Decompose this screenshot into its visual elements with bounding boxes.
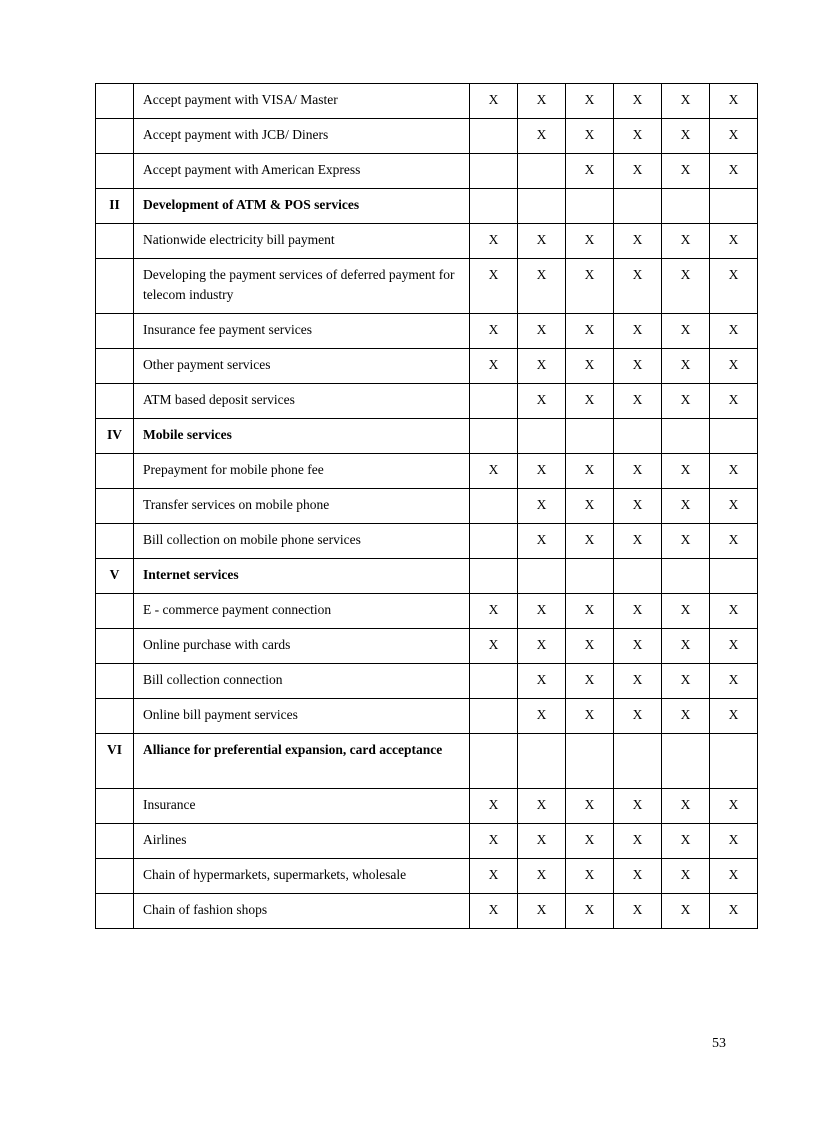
mark-cell: X (662, 84, 710, 119)
mark-cell (662, 189, 710, 224)
mark-cell: X (566, 824, 614, 859)
mark-cell: X (662, 489, 710, 524)
section-number (96, 154, 134, 189)
mark-cell: X (518, 224, 566, 259)
mark-cell: X (470, 894, 518, 929)
mark-cell: X (518, 629, 566, 664)
section-number (96, 259, 134, 314)
mark-cell: X (518, 384, 566, 419)
mark-cell: X (518, 859, 566, 894)
mark-cell: X (470, 629, 518, 664)
section-row (96, 189, 758, 224)
mark-cell (566, 559, 614, 594)
table-row (96, 894, 758, 929)
mark-cell: X (662, 664, 710, 699)
mark-cell: X (566, 224, 614, 259)
section-number (96, 454, 134, 489)
mark-cell: X (518, 349, 566, 384)
section-number: VI (96, 734, 134, 789)
service-description: Accept payment with VISA/ Master (134, 84, 470, 119)
mark-cell: X (710, 859, 758, 894)
page-number: 53 (712, 1036, 726, 1051)
mark-cell: X (470, 259, 518, 314)
mark-cell: X (470, 594, 518, 629)
mark-cell: X (566, 859, 614, 894)
mark-cell (518, 734, 566, 789)
mark-cell: X (662, 594, 710, 629)
mark-cell: X (662, 859, 710, 894)
mark-cell: X (614, 349, 662, 384)
mark-cell: X (566, 489, 614, 524)
mark-cell: X (518, 259, 566, 314)
mark-cell: X (566, 629, 614, 664)
mark-cell: X (614, 84, 662, 119)
service-description: Online purchase with cards (134, 629, 470, 664)
mark-cell (614, 189, 662, 224)
section-number (96, 384, 134, 419)
mark-cell: X (518, 314, 566, 349)
table-row (96, 594, 758, 629)
mark-cell (470, 489, 518, 524)
section-heading: Mobile services (134, 419, 470, 454)
mark-cell (470, 559, 518, 594)
mark-cell: X (614, 154, 662, 189)
mark-cell: X (518, 489, 566, 524)
mark-cell: X (710, 629, 758, 664)
mark-cell: X (662, 894, 710, 929)
mark-cell (518, 559, 566, 594)
mark-cell: X (710, 664, 758, 699)
mark-cell: X (614, 454, 662, 489)
mark-cell: X (566, 384, 614, 419)
service-description: Airlines (134, 824, 470, 859)
section-number (96, 349, 134, 384)
table-row (96, 824, 758, 859)
mark-cell: X (566, 454, 614, 489)
service-description: Bill collection on mobile phone services (134, 524, 470, 559)
mark-cell: X (614, 789, 662, 824)
mark-cell: X (662, 119, 710, 154)
table-row (96, 629, 758, 664)
services-table (95, 83, 758, 929)
mark-cell (614, 734, 662, 789)
mark-cell: X (470, 349, 518, 384)
mark-cell: X (662, 349, 710, 384)
mark-cell: X (470, 454, 518, 489)
mark-cell: X (518, 664, 566, 699)
mark-cell: X (614, 859, 662, 894)
mark-cell (566, 734, 614, 789)
mark-cell: X (470, 84, 518, 119)
mark-cell: X (614, 664, 662, 699)
section-row (96, 734, 758, 789)
section-number (96, 859, 134, 894)
table-body (96, 84, 758, 929)
mark-cell: X (566, 314, 614, 349)
mark-cell: X (566, 259, 614, 314)
table-row (96, 859, 758, 894)
section-number: II (96, 189, 134, 224)
table-row (96, 314, 758, 349)
service-description: Chain of fashion shops (134, 894, 470, 929)
mark-cell (662, 559, 710, 594)
mark-cell (470, 524, 518, 559)
mark-cell: X (566, 594, 614, 629)
section-number (96, 594, 134, 629)
mark-cell: X (710, 314, 758, 349)
mark-cell (614, 419, 662, 454)
mark-cell: X (710, 489, 758, 524)
section-number (96, 224, 134, 259)
table-row (96, 349, 758, 384)
mark-cell: X (662, 454, 710, 489)
table-row (96, 259, 758, 314)
mark-cell: X (614, 489, 662, 524)
section-number (96, 894, 134, 929)
mark-cell: X (566, 154, 614, 189)
mark-cell (470, 384, 518, 419)
mark-cell: X (614, 894, 662, 929)
mark-cell: X (662, 699, 710, 734)
service-description: Online bill payment services (134, 699, 470, 734)
mark-cell: X (710, 259, 758, 314)
service-description: Insurance fee payment services (134, 314, 470, 349)
service-description: Developing the payment services of deferred payment for telecom industry (134, 259, 470, 314)
service-description: Bill collection connection (134, 664, 470, 699)
mark-cell (566, 189, 614, 224)
mark-cell (470, 189, 518, 224)
mark-cell: X (518, 524, 566, 559)
mark-cell: X (662, 259, 710, 314)
mark-cell: X (662, 224, 710, 259)
section-number: IV (96, 419, 134, 454)
mark-cell: X (470, 224, 518, 259)
mark-cell: X (710, 699, 758, 734)
mark-cell (518, 189, 566, 224)
mark-cell: X (470, 314, 518, 349)
table-row (96, 119, 758, 154)
mark-cell (470, 734, 518, 789)
mark-cell: X (518, 789, 566, 824)
section-heading: Development of ATM & POS services (134, 189, 470, 224)
section-number (96, 84, 134, 119)
mark-cell (710, 419, 758, 454)
mark-cell: X (614, 384, 662, 419)
mark-cell: X (662, 314, 710, 349)
mark-cell: X (662, 789, 710, 824)
mark-cell: X (518, 119, 566, 154)
mark-cell: X (566, 349, 614, 384)
mark-cell: X (662, 824, 710, 859)
mark-cell: X (566, 119, 614, 154)
mark-cell (710, 734, 758, 789)
mark-cell: X (710, 824, 758, 859)
mark-cell: X (662, 629, 710, 664)
section-number (96, 824, 134, 859)
mark-cell: X (710, 384, 758, 419)
table-row (96, 489, 758, 524)
service-description: E - commerce payment connection (134, 594, 470, 629)
service-description: Chain of hypermarkets, supermarkets, wholesale (134, 859, 470, 894)
mark-cell (614, 559, 662, 594)
mark-cell: X (614, 699, 662, 734)
mark-cell (470, 699, 518, 734)
mark-cell: X (566, 84, 614, 119)
table-row (96, 699, 758, 734)
mark-cell: X (614, 119, 662, 154)
mark-cell: X (470, 859, 518, 894)
mark-cell (518, 419, 566, 454)
section-number (96, 789, 134, 824)
table-row (96, 454, 758, 489)
mark-cell: X (566, 894, 614, 929)
mark-cell (710, 189, 758, 224)
mark-cell: X (662, 154, 710, 189)
mark-cell: X (566, 524, 614, 559)
mark-cell: X (710, 524, 758, 559)
mark-cell (710, 559, 758, 594)
table-row (96, 664, 758, 699)
mark-cell: X (710, 454, 758, 489)
section-number (96, 629, 134, 664)
mark-cell: X (710, 594, 758, 629)
service-description: Accept payment with JCB/ Diners (134, 119, 470, 154)
mark-cell: X (662, 384, 710, 419)
service-description: Transfer services on mobile phone (134, 489, 470, 524)
table-row (96, 224, 758, 259)
mark-cell: X (710, 154, 758, 189)
mark-cell: X (518, 824, 566, 859)
mark-cell: X (518, 699, 566, 734)
mark-cell: X (710, 224, 758, 259)
section-number (96, 119, 134, 154)
mark-cell: X (614, 629, 662, 664)
service-description: Nationwide electricity bill payment (134, 224, 470, 259)
service-description: Accept payment with American Express (134, 154, 470, 189)
mark-cell: X (710, 894, 758, 929)
mark-cell (470, 664, 518, 699)
mark-cell: X (470, 789, 518, 824)
mark-cell: X (614, 824, 662, 859)
table-row (96, 789, 758, 824)
mark-cell: X (614, 594, 662, 629)
service-description: Prepayment for mobile phone fee (134, 454, 470, 489)
mark-cell (470, 419, 518, 454)
mark-cell: X (710, 349, 758, 384)
mark-cell: X (614, 259, 662, 314)
table-row (96, 524, 758, 559)
mark-cell: X (518, 594, 566, 629)
table-row (96, 154, 758, 189)
section-number (96, 314, 134, 349)
mark-cell (470, 119, 518, 154)
service-description: Insurance (134, 789, 470, 824)
section-row (96, 559, 758, 594)
service-description: ATM based deposit services (134, 384, 470, 419)
mark-cell: X (518, 454, 566, 489)
section-number (96, 524, 134, 559)
section-row (96, 419, 758, 454)
service-description: Other payment services (134, 349, 470, 384)
mark-cell: X (710, 84, 758, 119)
mark-cell: X (614, 224, 662, 259)
section-heading: Internet services (134, 559, 470, 594)
table-row (96, 384, 758, 419)
section-heading: Alliance for preferential expansion, card acceptance (134, 734, 470, 789)
mark-cell (518, 154, 566, 189)
mark-cell: X (566, 789, 614, 824)
section-number: V (96, 559, 134, 594)
table-row (96, 84, 758, 119)
mark-cell: X (518, 894, 566, 929)
section-number (96, 699, 134, 734)
mark-cell: X (566, 664, 614, 699)
mark-cell (662, 419, 710, 454)
mark-cell (566, 419, 614, 454)
mark-cell: X (710, 789, 758, 824)
mark-cell: X (614, 314, 662, 349)
mark-cell: X (518, 84, 566, 119)
section-number (96, 664, 134, 699)
mark-cell (470, 154, 518, 189)
mark-cell: X (614, 524, 662, 559)
mark-cell: X (662, 524, 710, 559)
mark-cell: X (470, 824, 518, 859)
section-number (96, 489, 134, 524)
mark-cell (662, 734, 710, 789)
mark-cell: X (710, 119, 758, 154)
mark-cell: X (566, 699, 614, 734)
